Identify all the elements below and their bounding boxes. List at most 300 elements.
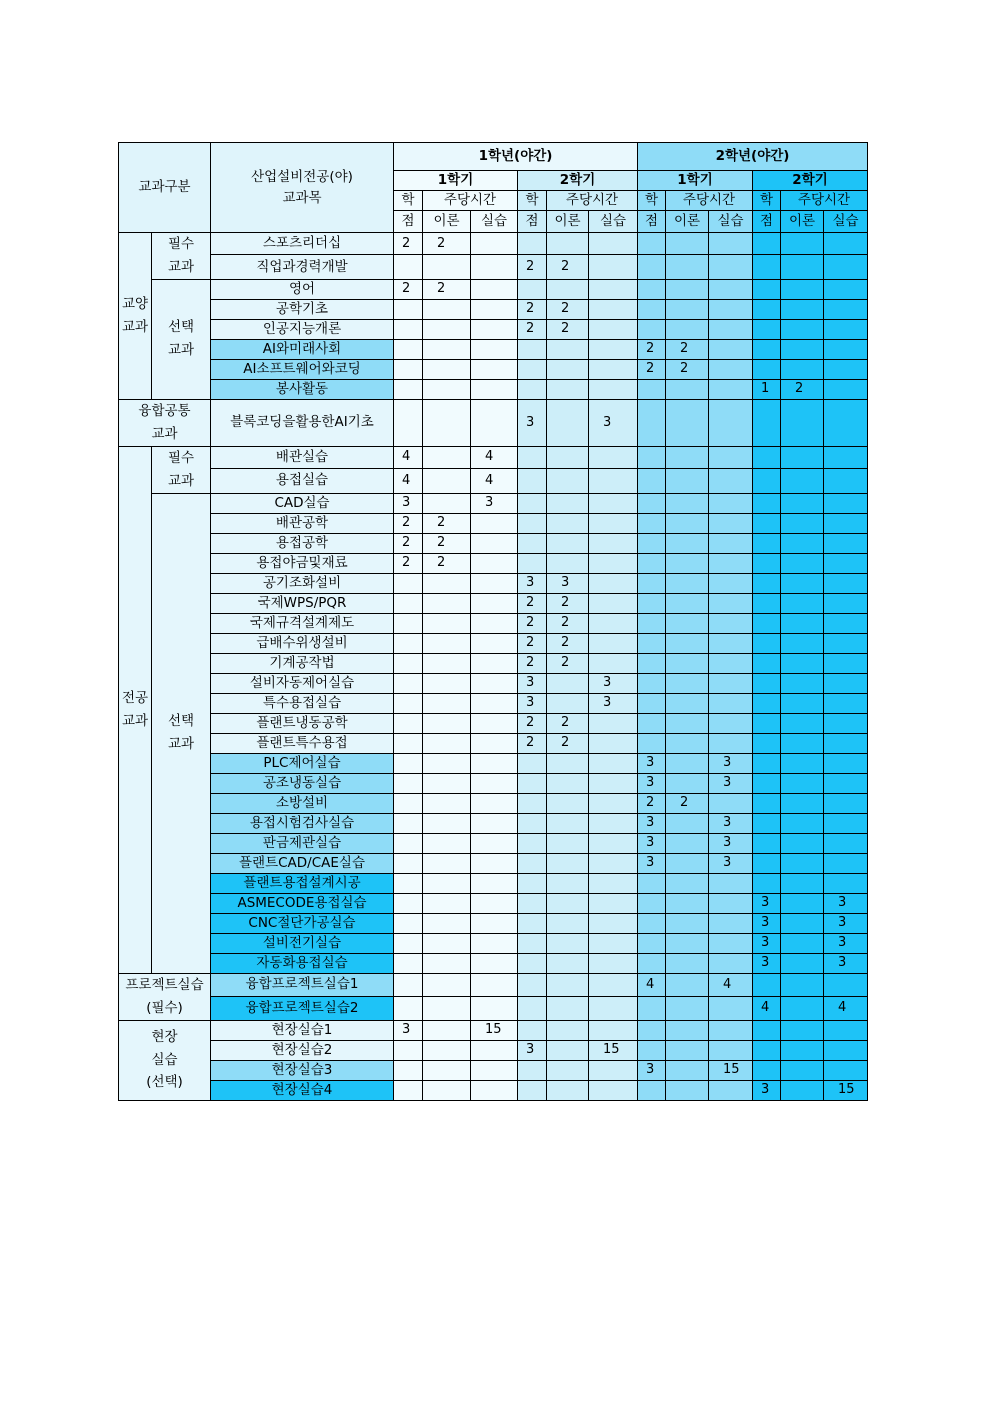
theory-hours-cell — [547, 339, 589, 359]
theory-hours-cell — [781, 513, 824, 533]
credit-cell — [394, 399, 423, 446]
credit-cell — [638, 319, 666, 339]
credit-cell — [638, 997, 666, 1020]
theory-hours-cell — [781, 813, 824, 833]
theory-hours-cell — [423, 693, 471, 713]
theory-hours-cell — [423, 997, 471, 1020]
theory-hours-cell — [781, 973, 824, 996]
theory-hours-cell — [666, 733, 709, 753]
category-label: 융합공통 — [138, 402, 191, 419]
credit-cell — [394, 793, 423, 813]
credit-cell: 3 — [753, 913, 781, 933]
subcategory-elective — [152, 279, 211, 399]
theory-hours-cell — [423, 953, 471, 973]
practice-hours-cell: 3 — [709, 753, 753, 773]
theory-hours-cell — [423, 633, 471, 653]
subcategory-required — [152, 233, 211, 280]
semester-header: 1학기 — [638, 171, 753, 191]
credit-cell — [518, 1080, 547, 1100]
theory-hours-cell — [666, 913, 709, 933]
practice-hours-cell — [589, 853, 638, 873]
theory-hours-cell — [666, 593, 709, 613]
credit-cell: 3 — [753, 1080, 781, 1100]
theory-hours-cell — [781, 997, 824, 1020]
credit-cell — [394, 593, 423, 613]
credit-cell — [394, 873, 423, 893]
theory-hours-cell — [781, 469, 824, 494]
practice-hours-cell — [824, 446, 868, 468]
theory-hours-cell — [547, 813, 589, 833]
category-field-practice — [119, 1020, 211, 1100]
practice-hours-cell — [589, 339, 638, 359]
practice-hours-cell — [471, 299, 518, 319]
credit-cell — [518, 493, 547, 513]
practice-hours-cell — [824, 1020, 868, 1040]
table-row — [119, 753, 868, 773]
theory-header: 이론 — [666, 211, 709, 233]
theory-hours-cell — [781, 673, 824, 693]
table-row — [119, 319, 868, 339]
table-row — [119, 446, 868, 468]
theory-hours-cell — [423, 673, 471, 693]
theory-hours-cell — [423, 359, 471, 379]
credit-cell — [753, 753, 781, 773]
credit-cell — [394, 997, 423, 1020]
credit-cell — [394, 1060, 423, 1080]
practice-hours-cell — [709, 1080, 753, 1100]
year2-header: 2학년(야간) — [638, 143, 868, 171]
credit-cell — [638, 693, 666, 713]
practice-hours-cell — [824, 319, 868, 339]
practice-hours-cell — [824, 379, 868, 399]
theory-hours-cell — [547, 233, 589, 255]
practice-hours-cell — [709, 359, 753, 379]
credit-cell: 2 — [518, 613, 547, 633]
credit-cell — [518, 1060, 547, 1080]
theory-hours-cell — [666, 813, 709, 833]
credit-cell — [518, 279, 547, 299]
practice-hours-cell: 4 — [824, 997, 868, 1020]
theory-hours-cell — [423, 1020, 471, 1040]
theory-hours-cell — [423, 873, 471, 893]
table-row — [119, 833, 868, 853]
theory-hours-cell — [666, 379, 709, 399]
practice-hours-cell — [824, 593, 868, 613]
subject-name: 블록코딩을활용한AI기초 — [211, 399, 394, 446]
practice-hours-cell — [471, 319, 518, 339]
theory-hours-cell — [423, 653, 471, 673]
curriculum-table — [118, 142, 868, 1101]
theory-header: 이론 — [781, 211, 824, 233]
theory-hours-cell — [423, 255, 471, 280]
credit-cell — [753, 1040, 781, 1060]
theory-hours-cell — [666, 833, 709, 853]
semester-header: 2학기 — [753, 171, 868, 191]
credit-cell — [638, 933, 666, 953]
practice-hours-cell: 3 — [589, 399, 638, 446]
practice-hours-cell — [471, 573, 518, 593]
practice-hours-cell — [709, 893, 753, 913]
credit-cell — [638, 233, 666, 255]
practice-hours-cell — [589, 359, 638, 379]
subcategory-required — [152, 446, 211, 493]
practice-hours-cell — [709, 533, 753, 553]
credit-cell: 2 — [518, 653, 547, 673]
practice-hours-cell — [709, 513, 753, 533]
table-row — [119, 713, 868, 733]
category-label: 전공 — [121, 689, 149, 706]
credit-cell: 3 — [753, 953, 781, 973]
table-row — [119, 893, 868, 913]
subject-name: 스포츠리더십 — [211, 233, 394, 255]
theory-hours-cell — [423, 753, 471, 773]
subject-name: 인공지능개론 — [211, 319, 394, 339]
theory-hours-cell — [781, 359, 824, 379]
weekly-hours-header: 주당시간 — [547, 191, 638, 211]
theory-hours-cell — [781, 913, 824, 933]
theory-hours-cell — [781, 713, 824, 733]
practice-hours-cell — [824, 613, 868, 633]
credit-cell — [518, 773, 547, 793]
credit-cell: 3 — [518, 693, 547, 713]
credit-cell — [753, 359, 781, 379]
credit-cell: 4 — [394, 469, 423, 494]
theory-hours-cell — [666, 1040, 709, 1060]
practice-hours-cell — [589, 299, 638, 319]
practice-hours-cell — [471, 793, 518, 813]
practice-hours-cell — [471, 833, 518, 853]
practice-hours-cell — [824, 653, 868, 673]
theory-header: 이론 — [423, 211, 471, 233]
practice-hours-cell — [824, 673, 868, 693]
practice-hours-cell — [709, 379, 753, 399]
category-header: 교과구분 — [119, 143, 211, 233]
practice-hours-cell — [709, 553, 753, 573]
theory-hours-cell — [547, 693, 589, 713]
practice-hours-cell — [471, 953, 518, 973]
theory-hours-cell — [781, 573, 824, 593]
practice-hours-cell — [589, 513, 638, 533]
theory-hours-cell — [423, 933, 471, 953]
theory-hours-cell: 2 — [781, 379, 824, 399]
practice-hours-cell: 3 — [589, 693, 638, 713]
subject-name: 배관공학 — [211, 513, 394, 533]
practice-hours-cell — [709, 299, 753, 319]
credit-cell — [638, 713, 666, 733]
practice-hours-cell — [824, 833, 868, 853]
credit-cell — [753, 633, 781, 653]
credit-cell: 4 — [638, 973, 666, 996]
theory-hours-cell: 2 — [547, 299, 589, 319]
practice-hours-cell — [824, 733, 868, 753]
practice-hours-cell — [589, 633, 638, 653]
credit-cell: 3 — [394, 1020, 423, 1040]
practice-hours-cell — [824, 633, 868, 653]
theory-hours-cell: 2 — [423, 553, 471, 573]
theory-hours-cell — [666, 713, 709, 733]
practice-hours-cell — [824, 693, 868, 713]
practice-hours-cell — [589, 446, 638, 468]
practice-hours-cell: 15 — [824, 1080, 868, 1100]
credit-header-bottom: 점 — [518, 211, 547, 233]
credit-cell — [518, 753, 547, 773]
practice-hours-cell — [824, 753, 868, 773]
theory-hours-cell — [547, 833, 589, 853]
credit-cell: 3 — [638, 773, 666, 793]
practice-hours-cell — [589, 233, 638, 255]
credit-cell — [518, 973, 547, 996]
credit-cell — [518, 793, 547, 813]
table-row — [119, 853, 868, 873]
theory-hours-cell: 2 — [547, 319, 589, 339]
practice-hours-cell — [589, 379, 638, 399]
subject-name: AI와미래사회 — [211, 339, 394, 359]
practice-hours-cell — [824, 255, 868, 280]
credit-cell — [753, 493, 781, 513]
category-convergence — [119, 399, 211, 446]
credit-cell — [394, 753, 423, 773]
theory-hours-cell — [547, 953, 589, 973]
theory-hours-cell: 2 — [547, 653, 589, 673]
credit-cell: 2 — [518, 713, 547, 733]
credit-cell: 3 — [518, 1040, 547, 1060]
credit-cell — [638, 446, 666, 468]
credit-cell — [518, 359, 547, 379]
subject-name: CNC절단가공실습 — [211, 913, 394, 933]
subject-name: 현장실습1 — [211, 1020, 394, 1040]
practice-hours-cell — [709, 493, 753, 513]
subject-name: 용접시험검사실습 — [211, 813, 394, 833]
practice-hours-cell — [589, 1080, 638, 1100]
credit-cell — [753, 533, 781, 553]
theory-hours-cell — [666, 533, 709, 553]
credit-cell — [518, 446, 547, 468]
credit-cell — [638, 573, 666, 593]
practice-hours-cell — [824, 469, 868, 494]
theory-hours-cell — [423, 493, 471, 513]
table-row — [119, 1080, 868, 1100]
subject-name: 용접야금및재료 — [211, 553, 394, 573]
theory-hours-cell — [423, 593, 471, 613]
practice-hours-cell — [589, 1020, 638, 1040]
credit-cell: 2 — [638, 793, 666, 813]
credit-cell — [638, 493, 666, 513]
category-project — [119, 973, 211, 1020]
credit-cell — [638, 299, 666, 319]
table-row — [119, 359, 868, 379]
credit-cell — [753, 673, 781, 693]
credit-cell — [394, 613, 423, 633]
theory-hours-cell — [781, 1080, 824, 1100]
theory-hours-cell — [666, 573, 709, 593]
practice-hours-cell — [471, 873, 518, 893]
practice-hours-cell — [709, 913, 753, 933]
theory-hours-cell — [781, 833, 824, 853]
table-row — [119, 1060, 868, 1080]
theory-hours-cell — [547, 533, 589, 553]
credit-cell — [518, 913, 547, 933]
subject-name: 급배수위생설비 — [211, 633, 394, 653]
theory-hours-cell: 2 — [423, 533, 471, 553]
table-row — [119, 653, 868, 673]
table-row — [119, 299, 868, 319]
credit-cell — [753, 613, 781, 633]
credit-cell — [753, 773, 781, 793]
credit-header-bottom: 점 — [638, 211, 666, 233]
theory-hours-cell — [423, 833, 471, 853]
theory-hours-cell — [423, 399, 471, 446]
credit-cell — [518, 813, 547, 833]
theory-hours-cell: 2 — [666, 359, 709, 379]
practice-hours-cell — [589, 873, 638, 893]
practice-hours-cell — [471, 813, 518, 833]
table-row — [119, 793, 868, 813]
theory-header: 이론 — [547, 211, 589, 233]
credit-cell — [394, 299, 423, 319]
theory-hours-cell — [666, 233, 709, 255]
theory-hours-cell: 2 — [547, 633, 589, 653]
theory-hours-cell — [547, 773, 589, 793]
practice-hours-cell — [471, 1040, 518, 1060]
theory-hours-cell — [666, 633, 709, 653]
table-row — [119, 693, 868, 713]
category-label: (필수) — [146, 999, 183, 1016]
practice-hours-cell — [709, 733, 753, 753]
practice-hours-cell — [471, 773, 518, 793]
practice-hours-cell — [589, 573, 638, 593]
practice-hours-cell — [824, 573, 868, 593]
practice-hours-cell — [589, 593, 638, 613]
practice-hours-cell — [824, 493, 868, 513]
credit-cell — [518, 513, 547, 533]
semester-header: 1학기 — [394, 171, 518, 191]
theory-hours-cell — [423, 379, 471, 399]
theory-hours-cell: 2 — [666, 793, 709, 813]
theory-hours-cell — [666, 933, 709, 953]
theory-hours-cell — [781, 653, 824, 673]
practice-hours-cell — [824, 1060, 868, 1080]
credit-cell — [638, 673, 666, 693]
practice-hours-cell — [589, 893, 638, 913]
credit-cell — [394, 953, 423, 973]
subject-name: 공기조화설비 — [211, 573, 394, 593]
table-row — [119, 673, 868, 693]
theory-hours-cell — [547, 873, 589, 893]
theory-hours-cell: 2 — [547, 593, 589, 613]
credit-cell: 2 — [394, 279, 423, 299]
practice-hours-cell — [589, 493, 638, 513]
practice-hours-cell — [589, 793, 638, 813]
theory-hours-cell — [666, 446, 709, 468]
subject-name: PLC제어실습 — [211, 753, 394, 773]
practice-hours-cell — [589, 773, 638, 793]
semester-header: 2학기 — [518, 171, 638, 191]
credit-cell — [753, 1060, 781, 1080]
practice-hours-cell: 3 — [824, 953, 868, 973]
theory-hours-cell: 2 — [423, 279, 471, 299]
practice-hours-cell — [471, 359, 518, 379]
credit-cell: 2 — [638, 359, 666, 379]
theory-hours-cell: 2 — [547, 733, 589, 753]
weekly-hours-header: 주당시간 — [423, 191, 518, 211]
practice-hours-cell — [824, 713, 868, 733]
credit-cell — [518, 893, 547, 913]
practice-hours-cell: 15 — [589, 1040, 638, 1060]
table-row — [119, 973, 868, 996]
theory-hours-cell — [781, 233, 824, 255]
category-label: 선택 — [167, 319, 195, 336]
theory-hours-cell — [666, 513, 709, 533]
credit-cell — [394, 773, 423, 793]
practice-hours-cell — [471, 399, 518, 446]
credit-cell — [518, 1020, 547, 1040]
practice-hours-cell — [589, 653, 638, 673]
table-row — [119, 379, 868, 399]
practice-hours-cell — [709, 469, 753, 494]
credit-cell — [518, 833, 547, 853]
practice-hours-cell: 15 — [709, 1060, 753, 1080]
practice-hours-cell — [589, 469, 638, 494]
practice-hours-cell — [471, 593, 518, 613]
credit-cell: 3 — [638, 753, 666, 773]
practice-hours-cell: 3 — [709, 813, 753, 833]
practice-hours-cell — [471, 693, 518, 713]
practice-hours-cell — [824, 793, 868, 813]
subject-name: 직업과경력개발 — [211, 255, 394, 280]
theory-hours-cell — [547, 513, 589, 533]
credit-cell — [753, 255, 781, 280]
theory-hours-cell — [666, 873, 709, 893]
theory-hours-cell — [547, 893, 589, 913]
subject-name: 현장실습2 — [211, 1040, 394, 1060]
theory-hours-cell — [666, 653, 709, 673]
practice-hours-cell — [824, 339, 868, 359]
credit-cell: 2 — [518, 593, 547, 613]
practice-hours-cell — [589, 255, 638, 280]
credit-cell — [394, 633, 423, 653]
credit-cell — [753, 1020, 781, 1040]
practice-hours-cell — [589, 913, 638, 933]
theory-hours-cell — [547, 1040, 589, 1060]
subject-name: 용접공학 — [211, 533, 394, 553]
theory-hours-cell — [781, 399, 824, 446]
practice-hours-cell — [709, 339, 753, 359]
practice-hours-cell — [589, 753, 638, 773]
credit-cell — [753, 469, 781, 494]
theory-hours-cell — [547, 399, 589, 446]
theory-hours-cell — [666, 399, 709, 446]
credit-cell — [638, 1080, 666, 1100]
subject-name: 판금제관실습 — [211, 833, 394, 853]
practice-hours-cell — [589, 613, 638, 633]
credit-cell — [394, 693, 423, 713]
theory-hours-cell — [547, 793, 589, 813]
theory-hours-cell — [781, 753, 824, 773]
theory-hours-cell — [781, 493, 824, 513]
theory-hours-cell — [547, 673, 589, 693]
theory-hours-cell — [423, 973, 471, 996]
practice-hours-cell — [589, 553, 638, 573]
theory-hours-cell — [547, 1080, 589, 1100]
category-label: 프로젝트실습 — [125, 976, 204, 993]
credit-cell: 2 — [394, 233, 423, 255]
theory-hours-cell: 2 — [666, 339, 709, 359]
practice-hours-cell — [824, 513, 868, 533]
theory-hours-cell — [547, 1060, 589, 1080]
credit-cell — [638, 379, 666, 399]
credit-cell: 3 — [753, 933, 781, 953]
practice-hours-cell — [824, 553, 868, 573]
